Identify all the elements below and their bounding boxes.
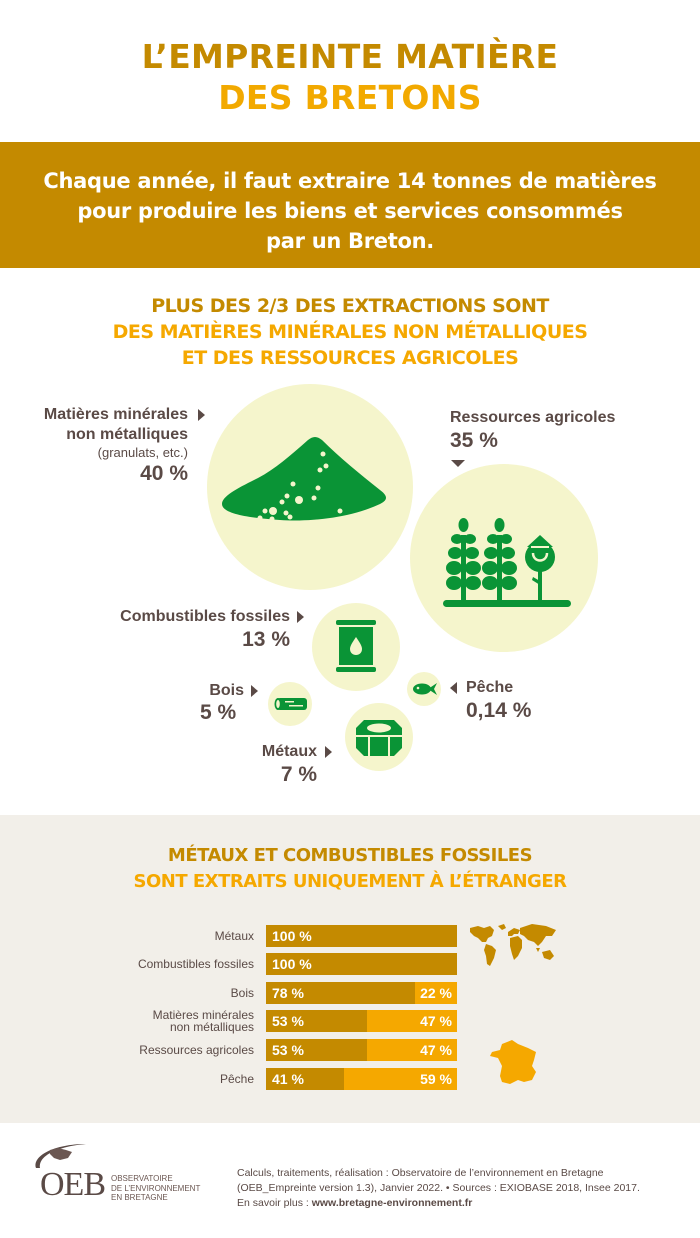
segment-france-value: 22 % (420, 985, 452, 1001)
oil-barrel-icon (336, 620, 376, 675)
section1-title-line-1: PLUS DES 2/3 DES EXTRACTIONS SONT (151, 295, 549, 317)
percent-fossil-fuels: 13 % (242, 628, 290, 651)
label-agricultural: Ressources agricoles (450, 409, 616, 426)
banner-line-3: par un Breton. (266, 229, 434, 253)
segment-abroad-value: 53 % (272, 1042, 304, 1058)
title-line-1: L’EMPREINTE MATIÈRE (141, 37, 559, 76)
logo-sub-line-2: DE L’ENVIRONNEMENT (111, 1183, 201, 1193)
segment-abroad-value: 41 % (272, 1071, 304, 1087)
segment-abroad-value: 100 % (272, 956, 312, 972)
segment-france-value: 59 % (420, 1071, 452, 1087)
segment-abroad-value: 78 % (272, 985, 304, 1001)
fish-icon (413, 682, 437, 696)
bar-row-fossil-fuels (0, 953, 700, 975)
world-map-icon (468, 922, 558, 968)
section2-title-line-1: MÉTAUX ET COMBUSTIBLES FOSSILES (167, 845, 533, 866)
footer-more-prefix: En savoir plus : (237, 1197, 312, 1209)
banner-line-2: pour produire les biens et services consommés (77, 199, 623, 223)
pointer-right-icon (325, 746, 332, 758)
footer-line-2: (OEB_Empreinte version 1.3), Janvier 2022. • Sources : EXIOBASE 2018, Insee 2017. (237, 1182, 640, 1194)
section2-title-line-2: SONT EXTRAITS UNIQUEMENT À L’ÉTRANGER (133, 871, 567, 892)
section1-title-line-3: ET DES RESSOURCES AGRICOLES (181, 347, 519, 369)
pointer-down-icon (451, 460, 465, 467)
key-fact-banner (0, 142, 700, 268)
bar-label: Pêche (219, 1072, 254, 1086)
section1-title-line-2: DES MATIÈRES MINÉRALES NON MÉTALLIQUES (112, 321, 588, 343)
mineral-pile-icon (220, 432, 390, 532)
segment-france-value: 47 % (420, 1013, 452, 1029)
label-mineral-note: (granulats, etc.) (97, 445, 188, 460)
footer-line-3 (237, 1196, 640, 1211)
hex-nut-icon (356, 718, 402, 756)
france-map-icon (488, 1038, 540, 1086)
segment-abroad (266, 1039, 367, 1061)
footer-website-link[interactable]: www.bretagne-environnement.fr (311, 1197, 473, 1209)
logo-sub-line-3: EN BRETAGNE (111, 1193, 168, 1202)
bar-row-wood (0, 982, 700, 1004)
stacked-bar (266, 925, 457, 947)
logo-sub-line-1: OBSERVATOIRE (111, 1174, 173, 1183)
stacked-bar (266, 982, 457, 1004)
stacked-bar (266, 1068, 457, 1090)
percent-fishing: 0,14 % (466, 699, 532, 722)
title-line-2: DES BRETONS (218, 78, 482, 117)
crops-icon (443, 515, 573, 610)
segment-france (367, 1039, 457, 1061)
section1-title (0, 293, 700, 371)
percent-agricultural: 35 % (450, 429, 498, 452)
bar-row-agricultural (0, 1039, 700, 1061)
bar-label: Métaux (214, 929, 254, 943)
bar-row-metals (0, 925, 700, 947)
bar-label-line-1: Matières minérales (152, 1008, 254, 1022)
bar-label: Ressources agricoles (139, 1043, 254, 1057)
oeb-logo: OEB (40, 1166, 105, 1203)
segment-abroad-value: 100 % (272, 928, 312, 944)
segment-abroad (266, 1010, 367, 1032)
segment-france (415, 982, 457, 1004)
label-metals: Métaux (261, 743, 317, 760)
footer-credits (237, 1166, 640, 1211)
footer-line-1: Calculs, traitements, réalisation : Observatoire de l’environnement en Bretagne (237, 1167, 604, 1179)
percent-metals: 7 % (280, 763, 317, 786)
bar-label: Bois (230, 986, 254, 1000)
stacked-bar (266, 1039, 457, 1061)
label-mineral-line-1: Matières minérales (43, 406, 188, 423)
label-wood: Bois (209, 682, 244, 699)
pointer-right-icon (251, 685, 258, 697)
page-title (0, 36, 700, 118)
stacked-bar (266, 953, 457, 975)
label-mineral-line-2: non métalliques (66, 426, 188, 443)
segment-abroad (266, 982, 415, 1004)
segment-abroad (266, 1068, 344, 1090)
percent-mineral: 40 % (140, 462, 188, 485)
stacked-bar (266, 1010, 457, 1032)
label-fishing: Pêche (466, 679, 514, 696)
oeb-logo-subtitle (111, 1174, 200, 1203)
label-fossil-fuels: Combustibles fossiles (120, 608, 290, 625)
segment-france (344, 1068, 457, 1090)
banner-line-1: Chaque année, il faut extraire 14 tonnes de matières (43, 169, 657, 193)
section2-title (0, 843, 700, 895)
bar-row-mineral (0, 1010, 700, 1032)
bar-label (14, 1009, 254, 1033)
segment-france (367, 1010, 457, 1032)
pointer-left-icon (450, 682, 457, 694)
bar-label-line-2: non métalliques (169, 1020, 254, 1034)
segment-france-value: 47 % (420, 1042, 452, 1058)
segment-abroad (266, 953, 457, 975)
bar-row-fishing (0, 1068, 700, 1090)
percent-wood: 5 % (200, 701, 237, 724)
pointer-right-icon (297, 611, 304, 623)
segment-abroad (266, 925, 457, 947)
pointer-right-icon (198, 409, 205, 421)
segment-abroad-value: 53 % (272, 1013, 304, 1029)
bar-label: Combustibles fossiles (137, 957, 254, 971)
